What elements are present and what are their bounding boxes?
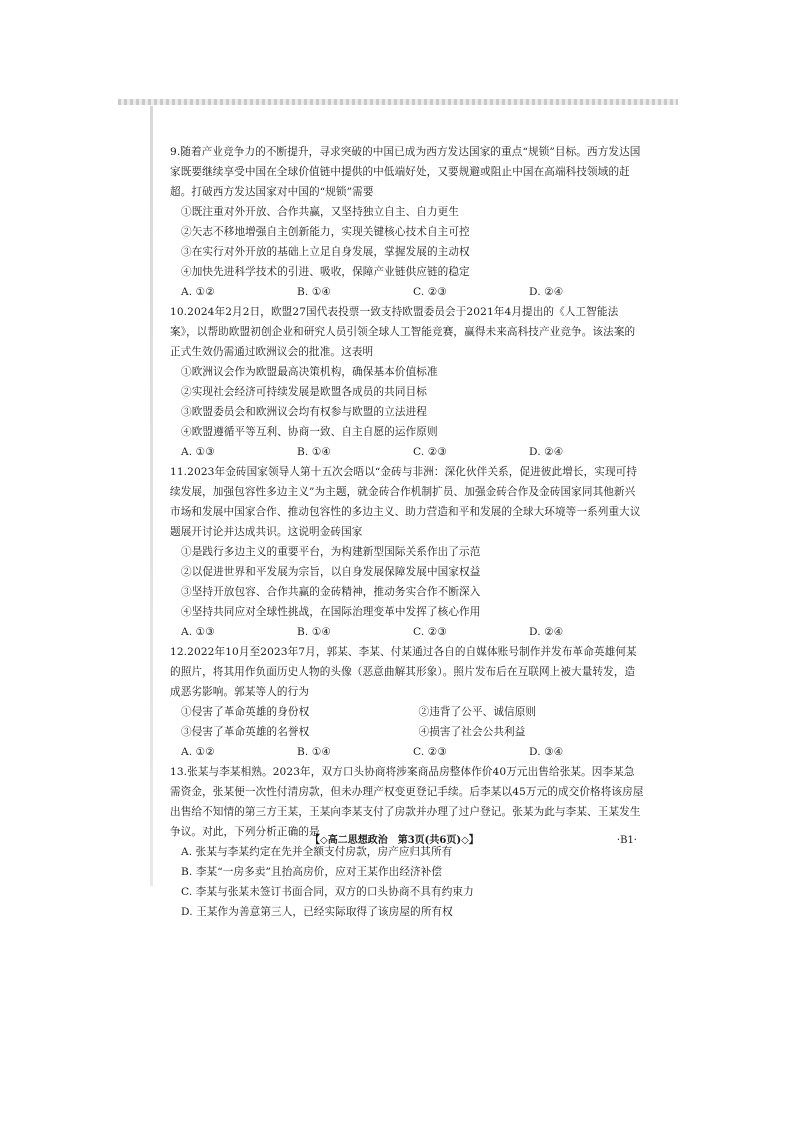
question-9 bbox=[170, 142, 645, 302]
question-stem: 9.随着产业竞争力的不断提升，寻求突破的中国已成为西方发达国家的重点“规锁”目标。西方发达国家既要继续享受中国在全球价值链中提供的中低端好处，又要规避或阻止中国在高端科技领域的赶超。打破西方发达国家对中国的“规锁”需要 bbox=[170, 146, 641, 198]
statement-option: ②违背了公平、诚信原则 bbox=[418, 706, 537, 718]
choice-d: D. ②④ bbox=[529, 286, 564, 298]
choice-d: D. ③④ bbox=[529, 746, 564, 758]
choice-c: C. ②③ bbox=[413, 286, 447, 298]
statement-option: ②实现社会经济可持续发展是欧盟各成员的共同目标 bbox=[181, 386, 427, 398]
statement-option: ①侵害了革命英雄的身份权 bbox=[181, 706, 310, 718]
statement-option: ②矢志不移地增强自主创新能力，实现关键核心技术自主可控 bbox=[181, 226, 470, 238]
statement-option: ①是践行多边主义的重要平台，为构建新型国际关系作出了示范 bbox=[181, 546, 481, 558]
statement-option: ④坚持共同应对全球性挑战，在国际治理变革中发挥了核心作用 bbox=[181, 606, 481, 618]
choice-d: D. 王某作为善意第三人，已经实际取得了该房屋的所有权 bbox=[181, 906, 453, 918]
answer-choices bbox=[170, 442, 645, 462]
statement-option: ①既注重对外开放、合作共赢，又坚持独立自主、自力更生 bbox=[181, 206, 460, 218]
choice-a: A. ①③ bbox=[181, 626, 215, 638]
choice-c: C. 李某与张某未签订书面合同，双方的口头协商不具有约束力 bbox=[181, 886, 474, 898]
choice-a: A. ①② bbox=[181, 286, 215, 298]
statement-option: ③欧盟委员会和欧洲议会均有权参与欧盟的立法进程 bbox=[181, 406, 427, 418]
statement-option: ③坚持开放包容、合作共赢的金砖精神，推动务实合作不断深入 bbox=[181, 586, 481, 598]
footer-page-info: 【◇高二思想政治 第3页(共6页)◇】 bbox=[310, 835, 479, 846]
statement-option: ①欧洲议会作为欧盟最高决策机构，确保基本价值标准 bbox=[181, 366, 438, 378]
statement-row bbox=[170, 722, 645, 742]
statement-option: ③在实行对外开放的基础上立足自身发展，掌握发展的主动权 bbox=[181, 246, 470, 258]
answer-choices bbox=[170, 742, 645, 762]
footer-code: ·B1· bbox=[616, 835, 637, 846]
question-stem: 13.张某与李某相熟。2023年，双方口头协商将涉案商品房整体作价40万元出售给张某。因李某急需资金，张某便一次性付清房款，但未办理产权变更登记手续。后李某以45万元的成交价格将该房屋出售给不知情的第三方王某，王某向李某支付了房款并办理了过户登记。张某为此与李某、王某发生争议。对此，下列分析正确的是 bbox=[170, 766, 644, 838]
choice-a: A. 张某与李某约定在先并全额支付房款，房产应归其所有 bbox=[181, 846, 453, 858]
statement-row bbox=[170, 702, 645, 722]
question-stem: 11.2023年金砖国家领导人第十五次会晤以“金砖与非洲：深化伙伴关系，促进彼此增长，实现可持续发展，加强包容性多边主义”为主题，就金砖合作机制扩员、加强金砖合作及金砖国家同其他新兴市场和发展中国家合作、推动包容性的多边主义、助力营造和平和发展的全球大环境等一系列重大议题展开讨论并达成共识。这说明金砖国家 bbox=[170, 466, 641, 538]
scan-edge-top bbox=[118, 99, 678, 105]
choice-d: D. ②④ bbox=[529, 626, 564, 638]
question-stem: 10.2024年2月2日，欧盟27国代表投票一致支持欧盟委员会于2021年4月提出的《人工智能法案》，以帮助欧盟初创企业和研究人员引领全球人工智能竞赛，赢得未来高科技产业竞争。该法案的正式生效仍需通过欧洲议会的批准。这表明 bbox=[170, 306, 636, 358]
statement-option: ②以促进世界和平发展为宗旨，以自身发展保障发展中国家权益 bbox=[181, 566, 481, 578]
choice-b: B. ①④ bbox=[297, 746, 332, 758]
page-footer bbox=[170, 831, 645, 851]
question-stem: 12.2022年10月至2023年7月，郭某、李某、付某通过各自的自媒体账号制作并发布革命英雄何某的照片，将其用作负面历史人物的头像（恶意曲解其形象）。照片发布后在互联网上被大量转发，造成恶劣影响。郭某等人的行为 bbox=[170, 646, 637, 698]
scan-edge-left bbox=[150, 106, 153, 886]
choice-c: C. ②③ bbox=[413, 626, 447, 638]
choice-a: A. ①③ bbox=[181, 446, 215, 458]
choice-c: C. ②③ bbox=[413, 746, 447, 758]
statement-option: ④欧盟遵循平等互利、协商一致、自主自愿的运作原则 bbox=[181, 426, 438, 438]
statement-option: ④损害了社会公共利益 bbox=[418, 726, 526, 738]
choice-b: B. 李某“一房多卖”且抬高房价，应对王某作出经济补偿 bbox=[181, 866, 443, 878]
choice-d: D. ②④ bbox=[529, 446, 564, 458]
statement-option: ④加快先进科学技术的引进、吸收，保障产业链供应链的稳定 bbox=[181, 266, 470, 278]
answer-choices bbox=[170, 622, 645, 642]
choice-c: C. ②③ bbox=[413, 446, 447, 458]
statement-option: ③侵害了革命英雄的名誉权 bbox=[181, 726, 310, 738]
choice-b: B. ①④ bbox=[297, 446, 332, 458]
exam-page bbox=[170, 142, 645, 922]
choice-a: A. ①② bbox=[181, 746, 215, 758]
question-12 bbox=[170, 642, 645, 762]
choice-b: B. ①④ bbox=[297, 626, 332, 638]
question-10 bbox=[170, 302, 645, 462]
question-11 bbox=[170, 462, 645, 642]
choice-b: B. ①④ bbox=[297, 286, 332, 298]
answer-choices bbox=[170, 282, 645, 302]
